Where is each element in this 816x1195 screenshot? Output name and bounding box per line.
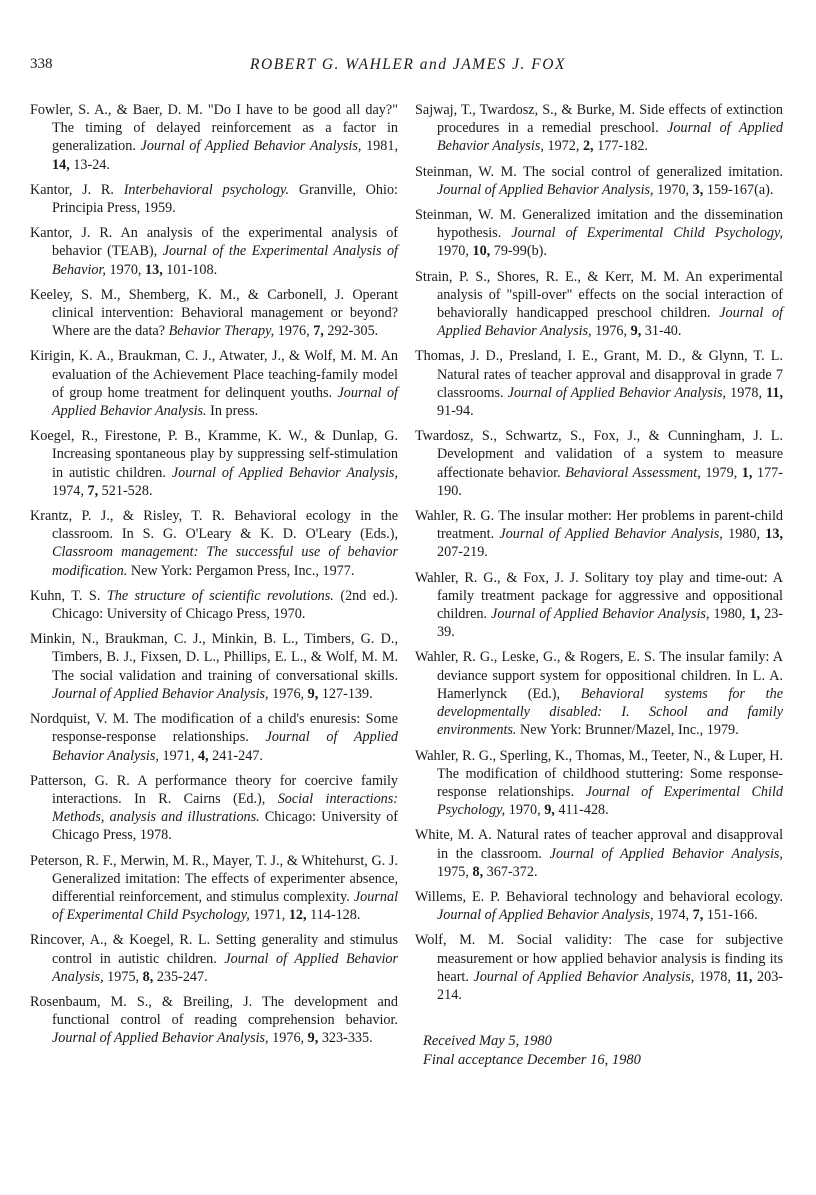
reference-volume: 12, xyxy=(288,907,307,924)
received-dates xyxy=(423,1032,641,1070)
reference-year: 1970, xyxy=(109,261,142,278)
reference-pages: 292-305. xyxy=(323,323,379,340)
reference-pages: 101-108. xyxy=(162,261,218,278)
reference-authors: Kirigin, K. A., Braukman, C. J., Atwater, J., & Wolf, M. M. xyxy=(30,348,377,365)
reference-source: Interbehavioral psychology. xyxy=(123,181,290,198)
reference-entry xyxy=(415,507,783,562)
reference-title: Natural rates of teacher approval and disapproval in the classroom. xyxy=(437,827,784,862)
reference-authors: Rosenbaum, M. S., & Breiling, J. xyxy=(30,993,253,1010)
reference-title: An evaluation of the Achievement Place teaching-family model of group home treatment for delinquent youths. xyxy=(52,348,398,401)
reference-authors: Minkin, N., Braukman, C. J., Minkin, B. L., Timbers, G. D., Timbers, B. J., Fixsen, D. L., Phillips, E. L., & Wolf, M. M. xyxy=(30,631,398,666)
reference-pages: 521-528. xyxy=(98,482,153,499)
reference-source: The structure of scientific revolutions. xyxy=(106,587,334,604)
reference-volume: 9, xyxy=(307,685,319,702)
reference-authors: Willems, E. P. xyxy=(415,888,501,905)
reference-entry xyxy=(415,826,783,881)
reference-title: The insular mother: Her problems in parent-child treatment. xyxy=(437,508,783,543)
reference-title: The insular family: A deviance support system for oppositional children. In L. A. Hamerlynck (Ed.), xyxy=(437,649,784,702)
reference-pages: Chicago: University of Chicago Press, 1978. xyxy=(52,809,399,844)
reference-title: Setting generality and stimulus control in autistic children. xyxy=(52,932,398,967)
reference-volume: 8, xyxy=(142,968,154,985)
reference-title: The modification of childhood stuttering: Some response-response relationships. xyxy=(437,765,783,800)
reference-source: Journal of Experimental Child Psychology, xyxy=(52,888,399,924)
reference-title: Generalized imitation: The effects of experimenter absence, differential reinforcement, and stimulus complexity. xyxy=(52,870,398,905)
reference-volume: 4, xyxy=(197,747,209,764)
reference-year: 1975, xyxy=(437,863,469,880)
reference-title: Generalized imitation and the dissemination hypothesis. xyxy=(437,207,784,242)
reference-source: Journal of Applied Behavior Analysis, xyxy=(171,464,399,481)
reference-volume: 10, xyxy=(472,243,491,260)
reference-pages: New York: Brunner/Mazel, Inc., 1979. xyxy=(520,722,739,739)
reference-authors: Fowler, S. A., & Baer, D. M. xyxy=(30,102,203,118)
reference-year: 1979, xyxy=(705,464,738,481)
reference-title: Development and validation of a system to measure affectionate behavior. xyxy=(437,446,783,481)
reference-year: 1978, xyxy=(698,968,731,985)
reference-year: 1970, xyxy=(508,802,541,819)
reference-authors: Wahler, R. G., Sperling, K., Thomas, M., Teeter, N., & Luper, H. xyxy=(415,747,783,764)
reference-entry xyxy=(415,163,783,199)
reference-entry xyxy=(30,710,398,765)
reference-source: Journal of Applied Behavior Analysis, xyxy=(437,120,784,155)
reference-pages: 235-247. xyxy=(153,968,208,985)
reference-authors: Koegel, R., Firestone, P. B., Kramme, K. W., & Dunlap, G. xyxy=(30,428,398,445)
reference-source: Journal of Applied Behavior Analysis, xyxy=(437,305,783,340)
reference-entry xyxy=(415,569,783,642)
reference-entry xyxy=(30,587,398,623)
reference-source: Journal of Applied Behavior Analysis, xyxy=(507,384,727,401)
reference-title: The social control of generalized imitation. xyxy=(523,163,783,180)
final-acceptance-date: Final acceptance December 16, 1980 xyxy=(423,1052,641,1068)
reference-volume: 11, xyxy=(766,384,783,401)
reference-volume: 11, xyxy=(735,968,753,985)
reference-source: Journal of Experimental Child Psychology, xyxy=(437,783,783,819)
reference-pages: 207-219. xyxy=(437,544,488,561)
reference-source: Journal of Applied Behavior Analysis, xyxy=(52,950,398,985)
reference-title: An experimental analysis of "spill-over" effects on the social interaction of behaviorally handicapped preschool children. xyxy=(437,268,783,322)
reference-title: Operant clinical intervention: Behavioral management or beyond? Where are the data? xyxy=(52,286,399,340)
reference-entry xyxy=(415,347,783,420)
reference-source: Journal of Applied Behavior Analysis, xyxy=(52,685,269,702)
reference-entry xyxy=(415,888,783,924)
reference-entry xyxy=(30,286,398,341)
reference-year: 1971, xyxy=(253,907,286,924)
reference-volume: 9, xyxy=(630,323,642,340)
reference-authors: Twardosz, S., Schwartz, S., Fox, J., & Cunningham, J. L. xyxy=(415,428,783,445)
reference-volume: 2, xyxy=(582,138,594,155)
reference-pages: 177-182. xyxy=(593,138,648,155)
reference-pages: Granville, Ohio: Principia Press, 1959. xyxy=(52,181,398,217)
reference-source: Journal of Applied Behavior Analysis, xyxy=(140,138,362,155)
reference-pages: 13-24. xyxy=(69,156,110,173)
reference-entry xyxy=(30,630,398,703)
reference-authors: Wahler, R. G., & Fox, J. J. xyxy=(415,569,579,586)
references-right-column xyxy=(415,101,783,1011)
reference-source: Journal of the Experimental Analysis of Behavior, xyxy=(52,243,399,278)
reference-title: Social validity: The case for subjective measurement or how applied behavior analysis is finding its heart. xyxy=(437,932,783,985)
reference-authors: Nordquist, V. M. xyxy=(30,711,129,728)
received-date: Received May 5, 1980 xyxy=(423,1033,552,1049)
reference-title: Natural rates of teacher approval and disapproval in grade 7 classrooms. xyxy=(437,366,783,401)
reference-entry xyxy=(30,181,398,217)
reference-entry xyxy=(30,224,398,279)
reference-year: 1981, xyxy=(366,138,398,155)
reference-year: 1974, xyxy=(657,907,690,924)
reference-year: 1975, xyxy=(107,968,140,985)
reference-pages: 203-214. xyxy=(437,968,784,1003)
reference-entry xyxy=(415,427,783,500)
reference-title: Behavioral ecology in the classroom. In S. G. O'Leary & K. D. O'Leary (Eds.), xyxy=(52,508,398,543)
reference-entry xyxy=(415,101,783,156)
reference-source: Journal of Applied Behavior Analysis, xyxy=(437,181,654,198)
reference-authors: Thomas, J. D., Presland, I. E., Grant, M. D., & Glynn, T. L. xyxy=(415,348,783,365)
reference-pages: 127-139. xyxy=(318,685,373,702)
reference-pages: In press. xyxy=(210,403,259,420)
reference-entry xyxy=(30,852,398,925)
reference-year: 1972, xyxy=(547,138,580,155)
reference-source: Journal of Applied Behavior Analysis, xyxy=(491,606,710,623)
reference-volume: 13, xyxy=(765,526,784,543)
reference-title: An analysis of the experimental analysis of behavior (TEAB), xyxy=(52,225,399,260)
reference-pages: 323-335. xyxy=(318,1030,373,1047)
reference-pages: 114-128. xyxy=(306,907,361,924)
reference-source: Journal of Experimental Child Psychology, xyxy=(511,225,784,242)
reference-pages: 31-40. xyxy=(641,323,682,340)
reference-pages: (2nd ed.). Chicago: University of Chicago Press, 1970. xyxy=(52,587,399,623)
reference-pages: 241-247. xyxy=(208,747,263,764)
reference-source: Journal of Applied Behavior Analysis. xyxy=(52,384,398,420)
reference-source: Behavior Therapy, xyxy=(168,323,275,340)
reference-year: 1976, xyxy=(277,323,310,340)
reference-volume: 3, xyxy=(692,181,704,198)
reference-title: Behavioral technology and behavioral ecology. xyxy=(506,888,784,905)
running-head: ROBERT G. WAHLER and JAMES J. FOX xyxy=(250,56,566,73)
reference-authors: Strain, P. S., Shores, R. E., & Kerr, M. M. xyxy=(415,268,680,285)
reference-year: 1971, xyxy=(162,747,195,764)
reference-authors: Peterson, R. F., Merwin, M. R., Mayer, T. J., & Whitehurst, G. J. xyxy=(30,852,398,869)
reference-pages: 367-372. xyxy=(483,863,538,880)
reference-source: Behavioral systems for the developmentally disabled: I. School and family environments. xyxy=(437,685,783,739)
reference-volume: 7, xyxy=(87,482,99,499)
reference-volume: 9, xyxy=(544,802,555,819)
reference-title: The development and functional control of reading comprehension behavior. xyxy=(52,993,398,1029)
reference-source: Journal of Applied Behavior Analysis, xyxy=(437,907,654,924)
reference-pages: 177-190. xyxy=(437,464,784,499)
reference-entry xyxy=(30,993,398,1048)
reference-pages: New York: Pergamon Press, Inc., 1977. xyxy=(130,562,355,579)
reference-authors: Wahler, R. G. xyxy=(415,508,495,525)
references-left-column xyxy=(30,101,398,1055)
reference-pages: 159-167(a). xyxy=(703,181,774,198)
reference-title: Side effects of extinction procedures in a remedial preschool. xyxy=(437,102,784,137)
reference-volume: 14, xyxy=(52,156,70,173)
reference-volume: 7, xyxy=(692,907,704,924)
reference-year: 1970, xyxy=(657,181,690,198)
page-number: 338 xyxy=(30,56,53,72)
reference-source: Social interactions: Methods, analysis and illustrations. xyxy=(52,790,399,826)
reference-entry xyxy=(415,747,783,820)
reference-source: Journal of Applied Behavior Analysis, xyxy=(499,526,723,543)
reference-authors: Kantor, J. R. xyxy=(30,225,113,242)
reference-authors: Kuhn, T. S. xyxy=(30,587,101,604)
reference-source: Behavioral Assessment, xyxy=(565,464,701,481)
reference-entry xyxy=(30,772,398,845)
reference-entry xyxy=(415,268,783,341)
reference-entry xyxy=(30,427,398,500)
reference-authors: Steinman, W. M. xyxy=(415,163,517,180)
reference-source: Journal of Applied Behavior Analysis, xyxy=(52,729,399,764)
reference-title: The modification of a child's enuresis: Some response-response relationships. xyxy=(52,711,398,746)
reference-volume: 1, xyxy=(741,464,753,481)
reference-title: Increasing spontaneous play by suppressing self-stimulation in autistic children. xyxy=(52,446,398,481)
reference-year: 1980, xyxy=(728,526,761,543)
reference-authors: Wolf, M. M. xyxy=(415,932,505,949)
reference-volume: 8, xyxy=(472,863,484,880)
reference-year: 1974, xyxy=(52,482,84,499)
reference-title: "Do I have to be good all day?" The timing of delayed reinforcement as a factor in generalization. xyxy=(52,102,398,155)
reference-pages: 23-39. xyxy=(437,606,784,641)
reference-title: A performance theory for coercive family interactions. In R. Cairns (Ed.), xyxy=(52,772,398,807)
reference-entry xyxy=(30,101,398,174)
reference-title: The social validation and training of conversational skills. xyxy=(52,667,398,684)
reference-authors: Wahler, R. G., Leske, G., & Rogers, E. S. xyxy=(415,649,656,666)
reference-authors: Sajwaj, T., Twardosz, S., & Burke, M. xyxy=(415,102,636,118)
reference-volume: 7, xyxy=(313,323,324,340)
reference-title: Solitary toy play and time-out: A family treatment package for aggressive and oppositional children. xyxy=(437,569,783,623)
reference-volume: 1, xyxy=(749,606,761,623)
reference-source: Journal of Applied Behavior Analysis, xyxy=(549,845,783,862)
reference-entry xyxy=(415,206,783,261)
reference-pages: 411-428. xyxy=(554,802,609,819)
reference-entry xyxy=(30,931,398,986)
reference-year: 1970, xyxy=(437,243,469,260)
reference-year: 1978, xyxy=(730,384,763,401)
reference-authors: Krantz, P. J., & Risley, T. R. xyxy=(30,508,225,525)
reference-pages: 151-166. xyxy=(703,907,758,924)
reference-entry xyxy=(30,347,398,420)
reference-year: 1976, xyxy=(595,323,628,340)
reference-volume: 9, xyxy=(307,1030,319,1047)
reference-authors: Kantor, J. R. xyxy=(30,181,114,198)
reference-authors: Keeley, S. M., Shemberg, K. M., & Carbonell, J. xyxy=(30,286,345,303)
reference-authors: Patterson, G. R. xyxy=(30,772,130,789)
reference-source: Journal of Applied Behavior Analysis, xyxy=(473,968,695,985)
reference-source: Classroom management: The successful use of behavior modification. xyxy=(52,544,398,579)
reference-entry xyxy=(30,507,398,580)
reference-volume: 13, xyxy=(145,261,163,278)
reference-pages: 79-99(b). xyxy=(490,243,547,260)
reference-year: 1980, xyxy=(713,606,746,623)
reference-entry xyxy=(415,648,783,739)
reference-year: 1976, xyxy=(272,685,305,702)
reference-year: 1976, xyxy=(272,1030,305,1047)
reference-source: Journal of Applied Behavior Analysis, xyxy=(52,1030,269,1047)
reference-entry xyxy=(415,931,783,1004)
reference-pages: 91-94. xyxy=(437,403,474,420)
reference-authors: White, M. A. xyxy=(415,827,492,844)
reference-authors: Rincover, A., & Koegel, R. L. xyxy=(30,932,211,949)
reference-authors: Steinman, W. M. xyxy=(415,207,516,224)
